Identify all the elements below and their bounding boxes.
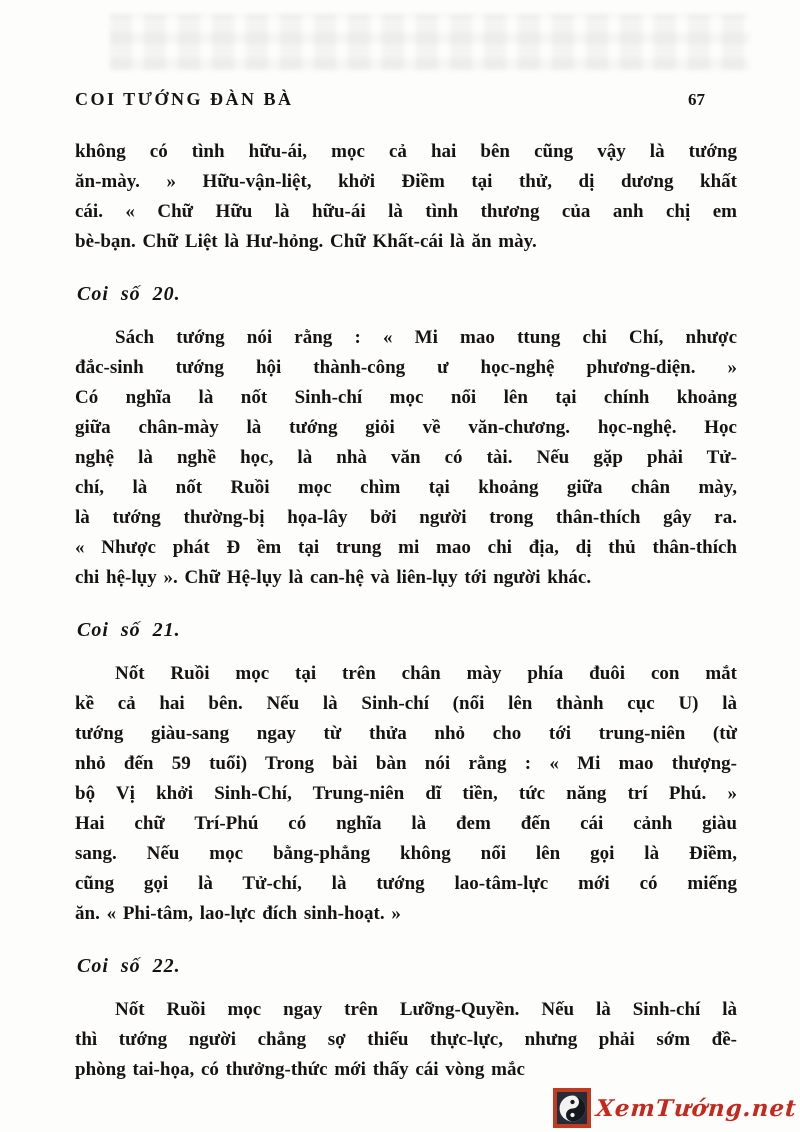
- text-line: « Nhược phát Đ ềm tại trung mi mao chi địa, dị thủ thân-thích: [75, 537, 737, 558]
- section-heading: Coi số 22.: [77, 955, 181, 977]
- paragraph: [75, 323, 737, 593]
- text-block: [75, 88, 737, 1085]
- page-content: [75, 137, 737, 1085]
- section-heading: Coi số 21.: [77, 619, 181, 641]
- paragraph: [75, 995, 737, 1085]
- text-line: chi hệ-lụy ». Chữ Hệ-lụy là can-hệ và liên-lụy tới người khác.: [75, 567, 592, 588]
- text-line: không có tình hữu-ái, mọc cả hai bên cũng vậy là tướng: [75, 141, 737, 162]
- watermark-site-text: XemTướng.net: [595, 1094, 798, 1122]
- text-line: cũng gọi là Tử-chí, là tướng lao-tâm-lực mới có miếng: [75, 873, 737, 894]
- bleedthrough-ghost: [110, 14, 750, 70]
- paragraph: [75, 137, 737, 257]
- text-line: chí, là nốt Ruồi mọc chìm tại khoảng giữa chân mày,: [75, 477, 737, 498]
- text-line: Nốt Ruồi mọc ngay trên Lưỡng-Quyền. Nếu là Sinh-chí là: [115, 999, 737, 1020]
- yin-yang-icon: [553, 1088, 591, 1128]
- text-line: Nốt Ruồi mọc tại trên chân mày phía đuôi con mắt: [115, 663, 737, 684]
- text-line: Hai chữ Trí-Phú có nghĩa là đem đến cái cảnh giàu: [75, 813, 737, 834]
- text-line: sang. Nếu mọc bằng-phẳng không nổi lên gọi là Điềm,: [75, 843, 737, 864]
- text-line: tướng giàu-sang ngay từ thửa nhỏ cho tới trung-niên (từ: [75, 723, 737, 744]
- section-heading: Coi số 20.: [77, 283, 181, 305]
- chapter-title: COI TƯỚNG ĐÀN BÀ: [75, 89, 294, 109]
- text-line: thì tướng người chẳng sợ thiếu thực-lực, nhưng phải sớm đề-: [75, 1029, 737, 1050]
- text-line: cái. « Chữ Hữu là hữu-ái là tình thương của anh chị em: [75, 201, 737, 222]
- text-line: ăn-mày. » Hữu-vận-liệt, khởi Điềm tại thử, dị dương khất: [75, 171, 737, 192]
- text-line: đắc-sinh tướng hội thành-công ư học-nghệ phương-diện. »: [75, 357, 737, 378]
- text-line: Sách tướng nói rằng : « Mi mao ttung chi Chí, nhược: [115, 327, 737, 348]
- paragraph: [75, 659, 737, 929]
- text-line: phòng tai-họa, có thưởng-thức mới thấy cái vòng mắc: [75, 1059, 525, 1080]
- page-number: 67: [688, 90, 705, 109]
- text-line: nhỏ đến 59 tuổi) Trong bài bàn nói rằng : « Mi mao thượng-: [75, 753, 737, 774]
- text-line: bè-bạn. Chữ Liệt là Hư-hỏng. Chữ Khất-cái là ăn mày.: [75, 231, 537, 252]
- text-line: giữa chân-mày là tướng giỏi về văn-chương. học-nghệ. Học: [75, 417, 737, 438]
- text-line: ăn. « Phi-tâm, lao-lực đích sinh-hoạt. »: [75, 903, 401, 924]
- text-line: Có nghĩa là nốt Sinh-chí mọc nổi lên tại chính khoảng: [75, 387, 737, 408]
- text-line: bộ Vị khởi Sinh-Chí, Trung-niên dĩ tiền, tức năng trí Phú. »: [75, 783, 737, 804]
- text-line: kề cả hai bên. Nếu là Sinh-chí (nổi lên thành cục U) là: [75, 693, 737, 714]
- watermark: [553, 1088, 797, 1128]
- running-header: [75, 88, 737, 111]
- text-line: là tướng thường-bị họa-lây bởi người trong thân-thích gây ra.: [75, 507, 737, 528]
- text-line: nghệ là nghề học, là nhà văn có tài. Nếu gặp phải Tử-: [75, 447, 737, 468]
